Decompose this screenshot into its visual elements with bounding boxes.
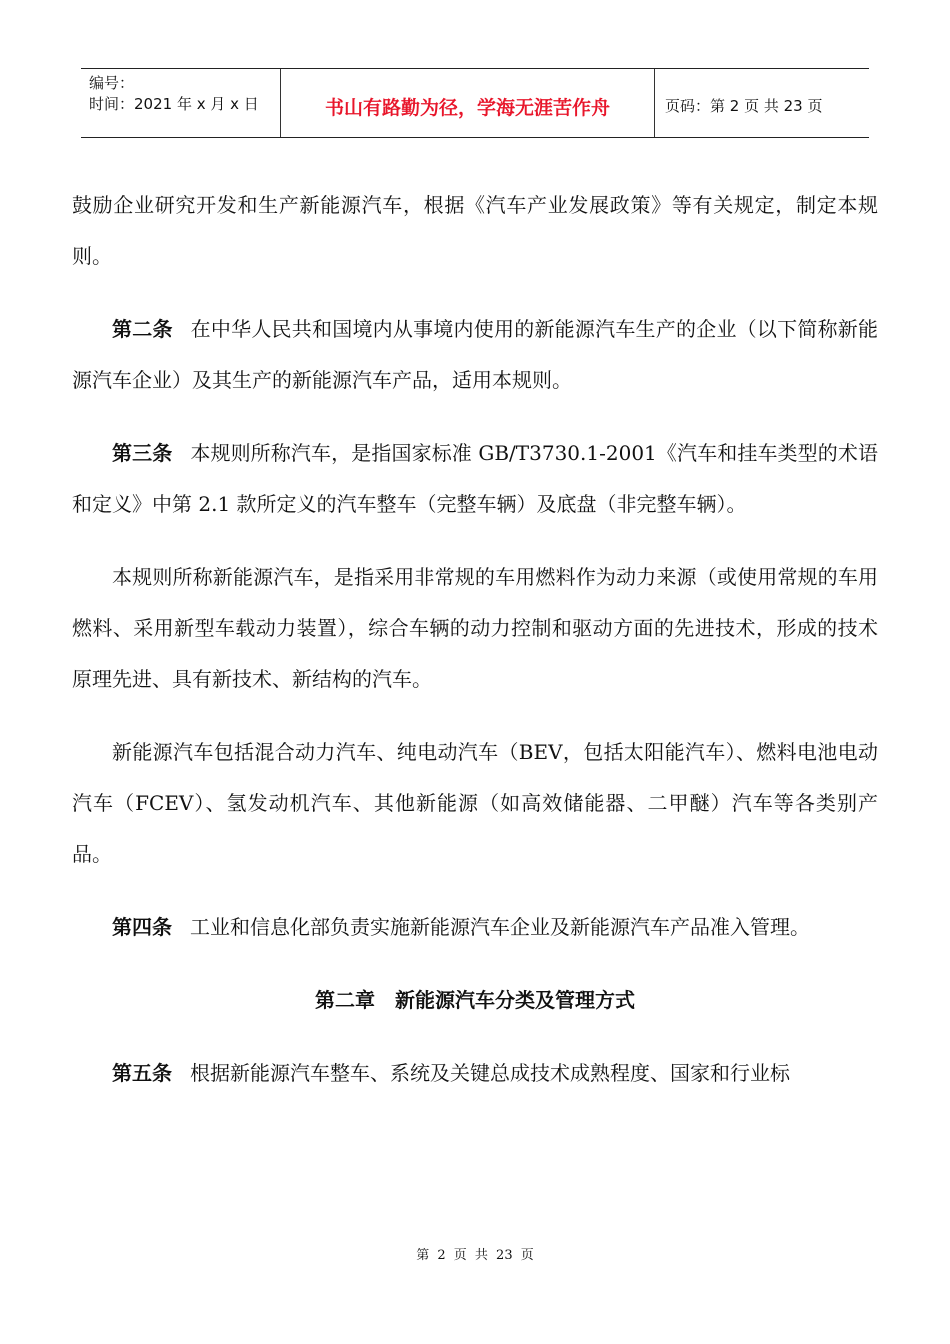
article-3 [72, 428, 878, 530]
page-header [81, 68, 869, 138]
article-2-title: 第二条 [112, 317, 173, 341]
article-5 [72, 1048, 878, 1099]
paragraph-nev-types: 新能源汽车包括混合动力汽车、纯电动汽车（BEV，包括太阳能汽车）、燃料电池电动汽车（FCEV）、氢发动机汽车、其他新能源（如高效储能器、二甲醚）汽车等各类别产品。 [72, 740, 878, 866]
article-5-text: 根据新能源汽车整车、系统及关键总成技术成熟程度、国家和行业标 [190, 1061, 790, 1085]
header-meta [81, 69, 281, 137]
article-4-text: 工业和信息化部负责实施新能源汽车企业及新能源汽车产品准入管理。 [190, 915, 810, 939]
article-2 [72, 304, 878, 406]
document-body [72, 180, 878, 1099]
paragraph-nev-definition: 本规则所称新能源汽车，是指采用非常规的车用燃料作为动力来源（或使用常规的车用燃料、采用新型车载动力装置），综合车辆的动力控制和驱动方面的先进技术，形成的技术原理先进、具有新技术、新结构的汽车。 [72, 565, 878, 691]
chapter-heading: 第二章 新能源汽车分类及管理方式 [315, 988, 635, 1012]
page-footer: 第 2 页 共 23 页 [416, 1248, 534, 1263]
article-3-title: 第三条 [112, 441, 173, 465]
paragraph-intro: 鼓励企业研究开发和生产新能源汽车，根据《汽车产业发展政策》等有关规定，制定本规则。 [72, 193, 878, 268]
article-5-title: 第五条 [112, 1061, 172, 1085]
doc-number-label: 编号： [89, 74, 135, 92]
article-2-text: 在中华人民共和国境内从事境内使用的新能源汽车生产的企业（以下简称新能源汽车企业）及其生产的新能源汽车产品，适用本规则。 [72, 317, 879, 392]
article-3-text: 本规则所称汽车，是指国家标准 GB/T3730.1-2001《汽车和挂车类型的术语和定义》中第 2.1 款所定义的汽车整车（完整车辆）及底盘（非完整车辆）。 [72, 441, 879, 516]
article-4-title: 第四条 [112, 915, 172, 939]
doc-date-label: 时间：2021 年 x 月 x 日 [89, 95, 259, 113]
article-4 [72, 902, 878, 953]
header-page-number: 页码：第 2 页 共 23 页 [665, 96, 823, 115]
header-motto: 书山有路勤为径，学海无涯苦作舟 [281, 69, 655, 137]
